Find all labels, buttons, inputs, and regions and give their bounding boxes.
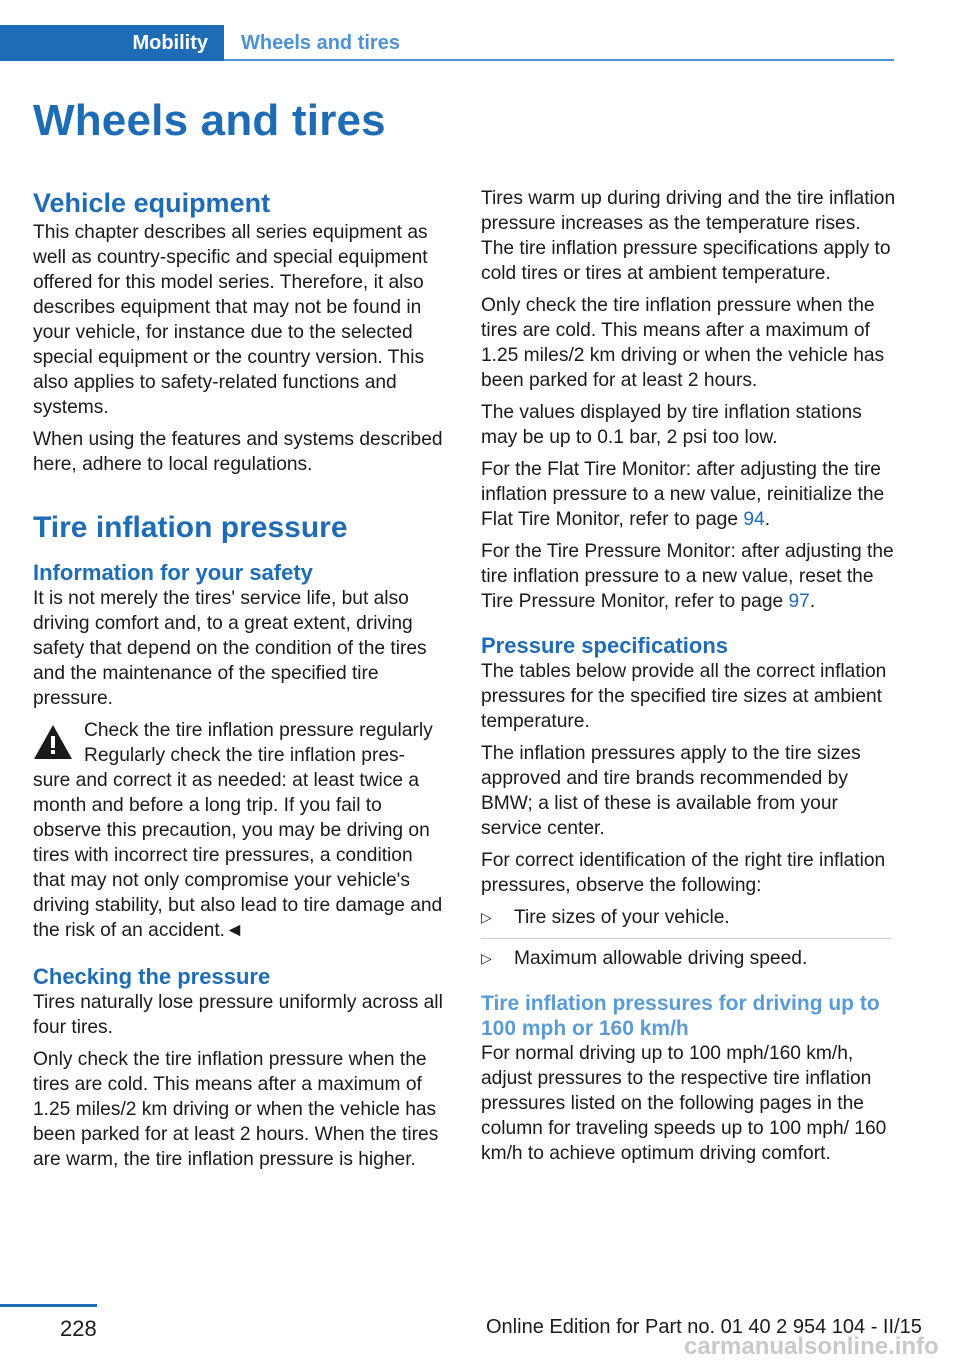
- footer-rule: [0, 1304, 97, 1307]
- right-column: [481, 186, 896, 1173]
- checking-paragraph-1: Tires naturally lose pressure uniformly across all four tires.: [33, 992, 443, 1038]
- warning-block: [33, 718, 448, 943]
- right-paragraph-3: The values displayed by tire inflation stations may be up to 0.1 bar, 2 psi too low.: [481, 402, 862, 448]
- page-link-94[interactable]: 94: [743, 509, 765, 530]
- safety-heading: Information for your safety: [33, 560, 313, 585]
- vehicle-equipment-paragraph-2: When using the features and systems described here, adhere to local regulations.: [33, 429, 443, 475]
- right-paragraph-2: Only check the tire inflation pressure when the tires are cold. This means after a maximum of 1.25 miles/2 km driving or when the vehicle has been parked for at least 2 hours.: [481, 295, 885, 391]
- page-title: Wheels and tires: [33, 96, 386, 145]
- vehicle-equipment-heading: Vehicle equipment: [33, 188, 271, 218]
- specs-paragraph-2: The inflation pressures apply to the tire sizes approved and tire brands recommended by BMW; a list of these is available from your service center.: [481, 743, 861, 839]
- triangle-bullet-icon: ▷: [481, 909, 492, 925]
- section-tab-mobility[interactable]: Mobility: [0, 25, 224, 61]
- pressure-specifications-heading: Pressure specifications: [481, 633, 729, 658]
- chapter-tab-wheels-and-tires[interactable]: Wheels and tires: [241, 31, 400, 54]
- warning-title: Check the tire inflation pressure regularly: [84, 720, 433, 741]
- warning-first-line: Regularly check the tire inflation pres-: [84, 745, 406, 766]
- specs-paragraph-3: For correct identification of the right tire inflation pressures, observe the following:: [481, 850, 886, 896]
- speed-heading: Tire inflation pressures for driving up to 100 mph or 160 km/h: [481, 992, 880, 1040]
- right-paragraph-1: Tires warm up during driving and the tire inflation pressure increases as the temperature rises. The tire inflation pressure specifications apply to cold tires or tires at ambient temperature.: [481, 188, 896, 284]
- tire-inflation-heading: Tire inflation pressure: [33, 511, 348, 544]
- warning-triangle-icon: [33, 724, 73, 760]
- triangle-bullet-icon: ▷: [481, 950, 492, 966]
- tire-pressure-monitor-paragraph: For the Tire Pressure Monitor: after adjusting the tire inflation pressure to a new value, reset the Tire Pressure Monitor, refer to page 97.: [481, 541, 894, 612]
- page-number: 228: [60, 1316, 97, 1341]
- watermark: carmanualsonline.info: [684, 1333, 939, 1360]
- warning-text: sure and correct it as needed: at least twice a month and before a long trip. If you fail to observe this precaution, you may be driving on tires with incorrect tire pressures, a condition that may not only compromise your vehicle's driving stability, but also lead to tire damage and the risk of an accident.◄: [33, 770, 443, 941]
- speed-paragraph: For normal driving up to 100 mph/160 km/h, adjust pressures to the respective tire inflation pressures listed on the following pages in the column for traveling speeds up to 100 mph/ 160 km/h to achieve optimum driving comfort.: [481, 1043, 887, 1164]
- safety-paragraph: It is not merely the tires' service life, but also driving comfort and, to a great extent, driving safety that depend on the condition of the tires and the maintenance of the specified tire pressure.: [33, 588, 427, 709]
- vehicle-equipment-paragraph-1: This chapter describes all series equipment as well as country-specific and special equipment offered for this model series. Therefore, it also describes equipment that may not be found in your vehicle, for instance due to the selected special equipment or the country version. This also applies to safety-related functions and systems.: [33, 222, 428, 418]
- checking-paragraph-2: Only check the tire inflation pressure when the tires are cold. This means after a maximum of 1.25 miles/2 km driving or when the vehicle has been parked for at least 2 hours. When the tires are warm, the tire inflation pressure is higher.: [33, 1049, 439, 1170]
- specs-paragraph-1: The tables below provide all the correct inflation pressures for the specified tire sizes at ambient temperature.: [481, 661, 887, 732]
- checking-pressure-heading: Checking the pressure: [33, 964, 271, 989]
- list-item: ▷ Tire sizes of your vehicle.: [481, 907, 730, 928]
- page-link-97[interactable]: 97: [788, 591, 810, 612]
- header-bar: [0, 25, 894, 61]
- header-rule: [224, 59, 894, 61]
- list-item: ▷ Maximum allowable driving speed.: [481, 948, 808, 969]
- left-column: [33, 186, 448, 1179]
- flat-tire-monitor-paragraph: For the Flat Tire Monitor: after adjusting the tire inflation pressure to a new value, reinitialize the Flat Tire Monitor, refer to page 94.: [481, 459, 885, 530]
- edition-footer: Online Edition for Part no. 01 40 2 954 104 - II/15: [486, 1316, 922, 1338]
- list-divider: [481, 938, 891, 939]
